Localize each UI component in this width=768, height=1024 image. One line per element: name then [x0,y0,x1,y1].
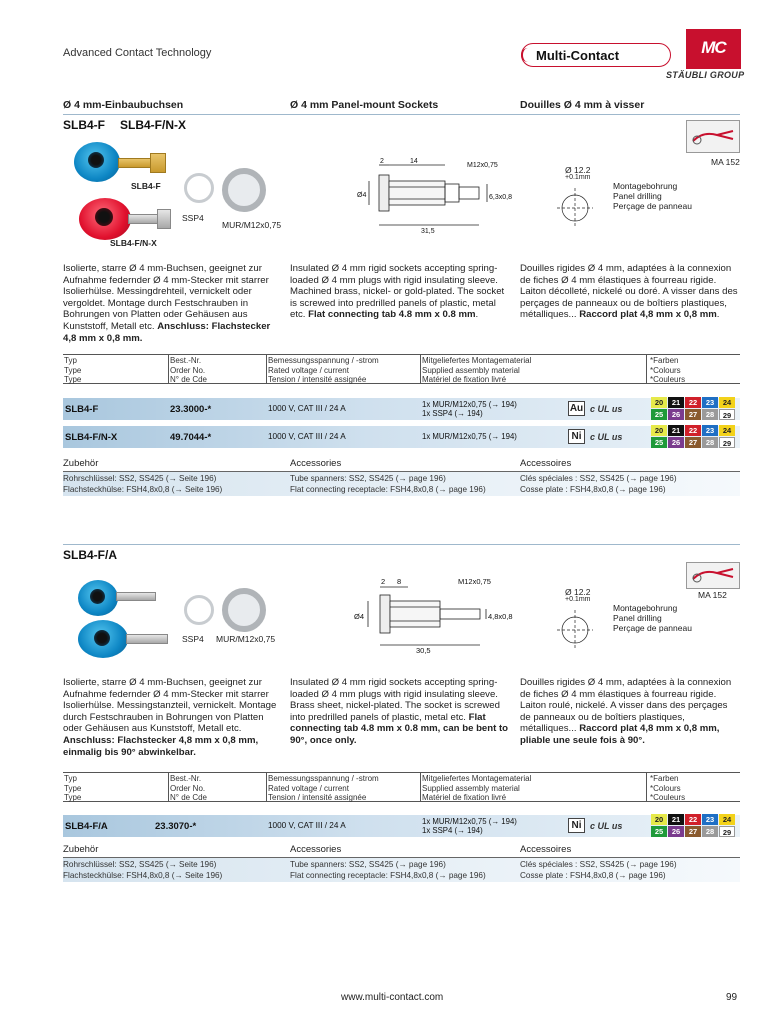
th-rating: Bemessungsspannung / -strom Rated voltage / current Tension / intensité assignée [268,356,379,384]
dim-label-d1: 2 [381,577,386,586]
colour-swatch-27: 27 [685,826,701,837]
column-head-fr: Douilles Ø 4 mm à visser [520,99,645,111]
ul-mark: c UL us [590,404,623,414]
colour-swatch-25: 25 [651,826,667,837]
accessories-en: Tube spanners: SS2, SS425 (→ page 196) Flat connecting receptacle: FSH4,8x0,8 (→ page 196) [290,474,486,494]
accessories-fr: Clés spéciales : SS2, SS425 (→ page 196) Cosse plate : FSH4,8x0,8 (→ page 196) [520,860,677,880]
colour-swatch-26: 26 [668,826,684,837]
description-fr: Douilles rigides Ø 4 mm, adaptées à la connexion de fiches Ø 4 mm élastiques à fourreau rigide. Laiton décolleté, nickelé ou doré. A visser dans des perçages de panneaux ou de boîtiers plastiques, métalliques... Raccord plat 4,8 mm x 0,8 mm. [520,263,738,321]
photo-label-slb4-f-n-x: SLB4-F/N-X [110,238,157,248]
th-colours: *Farben *Colours *Couleurs [650,356,686,384]
header-title: Advanced Contact Technology [63,47,212,59]
colour-swatch-24: 24 [719,814,735,825]
table-row: SLB4-F/A 23.3070-* 1000 V, CAT III / 24 A 1x MUR/M12x0,75 (→ 194) 1x SSP4 (→ 194) Ni c UL us [63,815,740,837]
tool-ma152-image [686,120,740,153]
colour-swatch-22: 22 [685,397,701,408]
acc-head-en: Accessories [290,844,342,855]
mur-nut-photo [222,588,266,632]
description-de: Isolierte, starre Ø 4 mm-Buchsen, geeignet zur Aufnahme federnder Ø 4 mm-Stecker mit starrer Isolierhülse. Messingdrehteil, vernickelt oder vergoldet. Montage durch Festschrauben in Bohrungen von Platten oder Gehäusen aus Kunststoff, Metall etc. Anschluss: Flachstecker 4,8 mm x 0,8 mm. [63,263,271,344]
spec-table-header [63,772,740,802]
dim-label-dia: Ø4 [357,192,367,199]
th-type: Typ Type Type [64,356,82,384]
plating-badge: Ni [568,429,585,444]
accessories-de: Rohrschlüssel: SS2, SS425 (→ Seite 196) Flachsteckhülse: FSH4,8x0,8 (→ Seite 196) [63,860,223,880]
colour-swatch-29: 29 [719,409,735,420]
th-rating: Bemessungsspannung / -strom Rated voltage / current Tension / intensité assignée [268,774,379,802]
ssp4-washer-photo [184,173,214,203]
colour-swatch-29: 29 [719,826,735,837]
acc-head-de: Zubehör [63,458,99,469]
description-de: Isolierte, starre Ø 4 mm-Buchsen, geeignet zur Aufnahme federnder Ø 4 mm-Stecker mit starrer Isolierhülse. Messingstanzteil, vernickelt. Montage durch Festschrauben in Bohrungen von Platten oder Gehäusen aus Kunststoff, Metall etc. Anschluss: Flachstecker 4,8 mm x 0,8 mm, einmalig bis 90° abwinkelbar. [63,677,277,758]
acc-head-en: Accessories [290,458,342,469]
drill-tolerance: +0.1mm [565,596,591,603]
accessories-fr: Clés spéciales : SS2, SS425 (→ page 196) Cosse plate : FSH4,8x0,8 (→ page 196) [520,474,677,494]
dim-label-thread: M12x0,75 [458,577,491,586]
drill-label-en: Panel drilling [613,191,662,201]
description-en: Insulated Ø 4 mm rigid sockets accepting spring-loaded Ø 4 mm plugs with rigid insulating sleeve. Machined brass, nickel- or gold-plated. The socket is screwed into predrilled panels of plastic, metal etc. Flat connecting tab 4.8 mm x 0.8 mm. [290,263,505,321]
colour-swatch-28: 28 [702,409,718,420]
colour-swatch-25: 25 [651,437,667,448]
drill-diameter: Ø 12.2 [565,587,591,597]
th-order: Best.-Nr. Order No. N° de Cde [170,774,207,802]
colour-swatch-26: 26 [668,409,684,420]
accessories-en: Tube spanners: SS2, SS425 (→ page 196) Flat connecting receptacle: FSH4,8x0,8 (→ page 196) [290,860,486,880]
dim-label-length: 31,5 [421,228,435,235]
tool-ma152-image [686,562,740,589]
group-label: STÄUBLI GROUP [666,70,745,80]
spec-table-header [63,354,740,384]
ul-mark: c UL us [590,432,623,442]
heading-rule [63,114,740,115]
colour-swatch-25: 25 [651,409,667,420]
acc-head-fr: Accessoires [520,844,572,855]
colour-swatch-22: 22 [685,814,701,825]
th-type: Typ Type Type [64,774,82,802]
column-head-de: Ø 4 mm-Einbaubuchsen [63,99,184,111]
acc-head-de: Zubehör [63,844,99,855]
plating-badge: Ni [568,818,585,833]
photo-label-mur: MUR/M12x0,75 [222,220,282,230]
footer-url[interactable]: www.multi-contact.com [341,992,444,1003]
dim-label-d2: 14 [410,158,418,165]
section-title-slb4-f: SLB4-F [63,118,105,132]
dim-label-tab: 4,8x0,8 [488,612,513,621]
colour-swatch-27: 27 [685,409,701,420]
th-material: Mitgeliefertes Montagematerial Supplied assembly material Matériel de fixation livré [422,774,532,802]
description-fr: Douilles rigides Ø 4 mm, adaptées à la connexion de fiches Ø 4 mm élastiques à fourreau rigide. Laiton roulé, nickelé. A visser dans des perçages de panneaux ou de boîtiers plastiques, métalliques... Raccord plat 4,8 mm x 0,8 mm, pliable une seule fois à 90°. [520,677,732,746]
colour-swatch-28: 28 [702,437,718,448]
th-order: Best.-Nr. Order No. N° de Cde [170,356,207,384]
colour-swatch-20: 20 [651,814,667,825]
table-row: SLB4-F/N-X 49.7044-* 1000 V, CAT III / 24 A 1x MUR/M12x0,75 (→ 194) Ni c UL us [63,426,740,448]
dim-label-thread: M12x0,75 [467,162,498,169]
photo-label-ssp4: SSP4 [182,213,204,223]
colour-swatch-29: 29 [719,437,735,448]
colour-swatch-23: 23 [702,425,718,436]
th-colours: *Farben *Colours *Couleurs [650,774,686,802]
mur-nut-photo [222,168,266,212]
colour-swatch-20: 20 [651,397,667,408]
drill-diameter: Ø 12.2 [565,165,591,175]
acc-head-fr: Accessoires [520,458,572,469]
drill-label-fr: Perçage de panneau [613,201,692,211]
drill-label-de: Montagebohrung [613,181,678,191]
colour-swatch-27: 27 [685,437,701,448]
photo-label-slb4-f: SLB4-F [131,181,161,191]
plating-badge: Au [569,403,584,414]
dim-label-dia: Ø4 [354,612,365,621]
drill-label-fr: Perçage de panneau [613,623,692,633]
colour-swatch-21: 21 [668,814,684,825]
colour-swatch-21: 21 [668,425,684,436]
dim-label-length: 30,5 [416,646,431,655]
panel-drilling-icon [555,604,595,654]
dim-label-d2: 8 [397,577,402,586]
photo-label-ssp4: SSP4 [182,634,204,644]
page-number: 99 [726,992,738,1003]
tool-label: MA 152 [711,157,740,167]
dimension-drawing-slb4-f [355,155,510,235]
tool-label: MA 152 [698,590,727,600]
mc-logo: MC [686,29,741,69]
colour-swatch-24: 24 [719,397,735,408]
colour-swatch-28: 28 [702,826,718,837]
section-title-slb4-f-n-x: SLB4-F/N-X [120,118,186,132]
colour-swatch-23: 23 [702,397,718,408]
dim-label-tab: 6,3x0,8 [489,194,512,201]
panel-drilling-icon [555,182,595,232]
colour-swatch-20: 20 [651,425,667,436]
ul-mark: c UL us [590,821,623,831]
photo-label-mur: MUR/M12x0,75 [216,634,276,644]
description-en: Insulated Ø 4 mm rigid sockets accepting spring-loaded Ø 4 mm plugs with rigid insulating sleeve. Brass sheet, nickel-plated. The socket is screwed into predrilled panels of plastic, metal etc. Flat connecting tab 4.8 mm x 0.8 mm, can be bent to 90°, once only. [290,677,509,746]
drill-tolerance: +0.1mm [565,174,591,181]
colour-swatch-23: 23 [702,814,718,825]
colour-swatch-21: 21 [668,397,684,408]
ssp4-washer-photo [184,595,214,625]
heading-rule [63,544,740,545]
dim-label-d1: 2 [380,158,384,165]
colour-swatch-26: 26 [668,437,684,448]
dimension-drawing-slb4-f-a [350,575,513,655]
brand-logo-pill: Multi-Contact [521,43,671,67]
drill-label-en: Panel drilling [613,613,662,623]
table-row: SLB4-F 23.3000-* 1000 V, CAT III / 24 A 1x MUR/M12x0,75 (→ 194) 1x SSP4 (→ 194) Au c UL us [63,398,740,420]
accessories-de: Rohrschlüssel: SS2, SS425 (→ Seite 196) Flachsteckhülse: FSH4,8x0,8 (→ Seite 196) [63,474,223,494]
colour-swatch-22: 22 [685,425,701,436]
drill-label-de: Montagebohrung [613,603,678,613]
colour-swatch-24: 24 [719,425,735,436]
th-material: Mitgeliefertes Montagematerial Supplied assembly material Matériel de fixation livré [422,356,532,384]
column-head-en: Ø 4 mm Panel-mount Sockets [290,99,439,111]
section-title-slb4-f-a: SLB4-F/A [63,548,117,562]
